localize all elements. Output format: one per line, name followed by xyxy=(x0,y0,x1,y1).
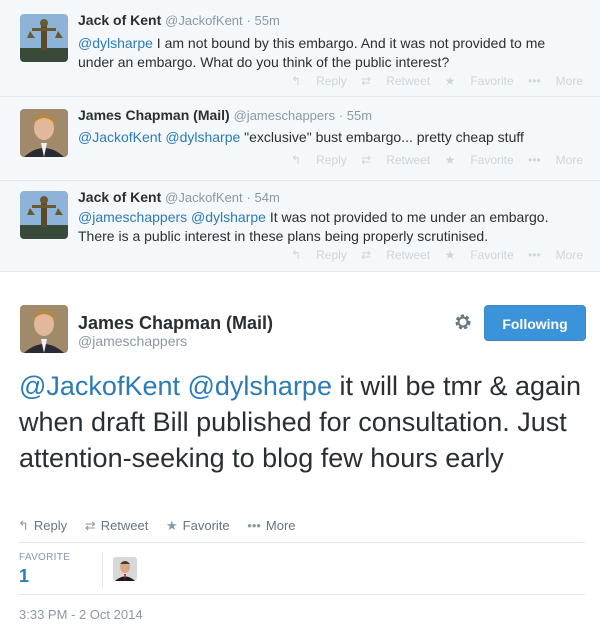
more-icon: ••• xyxy=(247,518,261,533)
following-button[interactable]: Following xyxy=(484,305,586,341)
tweet-actions xyxy=(280,74,583,88)
main-tweet-actions xyxy=(18,518,310,534)
retweet-button[interactable]: ⇄ Retweet xyxy=(84,518,149,533)
reply-tweet[interactable] xyxy=(0,181,600,272)
mention-link[interactable]: @JackofKent @dylsharpe xyxy=(78,129,241,145)
author-handle[interactable]: @JackofKent xyxy=(165,190,243,205)
retweet-button[interactable]: ⇄ Retweet xyxy=(361,153,431,167)
reply-tweet[interactable] xyxy=(0,0,600,97)
reply-button[interactable]: ↰ Reply xyxy=(291,248,347,262)
favorite-count[interactable]: 1 xyxy=(19,566,30,586)
tweet-text: @JackofKent @dylsharpe "exclusive" bust embargo... pretty cheap stuff xyxy=(78,129,524,145)
retweet-icon: ⇄ xyxy=(361,153,372,167)
reply-header xyxy=(78,12,280,28)
author-handle[interactable]: @jameschappers xyxy=(233,108,335,123)
more-button[interactable]: ••• More xyxy=(528,248,583,262)
author-name[interactable]: Jack of Kent xyxy=(78,12,162,28)
tweet-text: @jameschappers @dylsharpe It was not provided to me under an embargo. There is a public interest in these plans being properly scrutinised. xyxy=(78,209,549,244)
reply-icon: ↰ xyxy=(291,153,302,167)
author-handle[interactable]: @jameschappers xyxy=(78,333,188,349)
author-handle[interactable]: @JackofKent xyxy=(165,13,243,28)
star-icon: ★ xyxy=(444,248,456,262)
reply-header xyxy=(78,107,372,123)
avatar[interactable] xyxy=(20,305,68,353)
more-button[interactable]: ••• More xyxy=(247,518,296,533)
author-name[interactable]: James Chapman (Mail) xyxy=(78,313,274,333)
reply-button[interactable]: ↰ Reply xyxy=(291,74,347,88)
divider xyxy=(102,552,103,588)
main-tweet-text: @JackofKent @dylsharpe it will be tmr & again when draft Bill published for consultation. Just attention-seeking to blog few hours early xyxy=(19,371,582,473)
favoriter-avatar[interactable] xyxy=(113,557,137,581)
tweet-time[interactable]: · 55m xyxy=(246,13,280,28)
retweet-icon: ⇄ xyxy=(84,518,96,533)
tweet-time[interactable]: · 55m xyxy=(338,108,373,123)
more-button[interactable]: ••• More xyxy=(528,74,583,88)
reply-icon: ↰ xyxy=(291,248,302,262)
tweet-timestamp[interactable]: 3:33 PM - 2 Oct 2014 xyxy=(19,607,143,622)
favorite-button[interactable]: ★ Favorite xyxy=(166,518,230,533)
avatar[interactable] xyxy=(20,14,68,62)
author-name[interactable]: James Chapman (Mail) xyxy=(78,107,230,123)
star-icon: ★ xyxy=(444,153,456,167)
divider xyxy=(19,594,585,595)
reply-icon: ↰ xyxy=(18,518,29,533)
reply-button[interactable]: ↰ Reply xyxy=(291,153,347,167)
reply-icon: ↰ xyxy=(291,74,302,88)
tweet-actions xyxy=(280,153,583,167)
tweet-text: @dylsharpe I am not bound by this embargo. And it was not provided to me under an embargo. What do you think of the public interest? xyxy=(78,35,546,70)
reply-button[interactable]: ↰ Reply xyxy=(18,518,68,533)
retweet-icon: ⇄ xyxy=(361,74,372,88)
gear-icon[interactable] xyxy=(453,312,473,332)
favorite-button[interactable]: ★ Favorite xyxy=(444,153,514,167)
divider xyxy=(19,542,585,543)
retweet-button[interactable]: ⇄ Retweet xyxy=(361,248,431,262)
more-icon: ••• xyxy=(528,74,541,88)
mention-link[interactable]: @jameschappers @dylsharpe xyxy=(78,209,266,225)
reply-tweet[interactable] xyxy=(0,97,600,181)
tweet-time[interactable]: · 54m xyxy=(246,190,280,205)
favorite-button[interactable]: ★ Favorite xyxy=(444,74,514,88)
more-button[interactable]: ••• More xyxy=(528,153,583,167)
avatar[interactable] xyxy=(20,191,68,239)
author-name[interactable]: Jack of Kent xyxy=(78,189,162,205)
favorite-stat-label: FAVORITE xyxy=(19,552,71,563)
star-icon: ★ xyxy=(166,518,178,533)
avatar[interactable] xyxy=(20,109,68,157)
star-icon: ★ xyxy=(444,74,456,88)
tweet-actions xyxy=(280,248,583,262)
retweet-icon: ⇄ xyxy=(361,248,372,262)
more-icon: ••• xyxy=(528,153,541,167)
favorite-button[interactable]: ★ Favorite xyxy=(444,248,514,262)
mention-link[interactable]: @JackofKent @dylsharpe xyxy=(19,371,332,401)
more-icon: ••• xyxy=(528,248,541,262)
retweet-button[interactable]: ⇄ Retweet xyxy=(361,74,431,88)
reply-header xyxy=(78,189,280,205)
mention-link[interactable]: @dylsharpe xyxy=(78,35,153,51)
